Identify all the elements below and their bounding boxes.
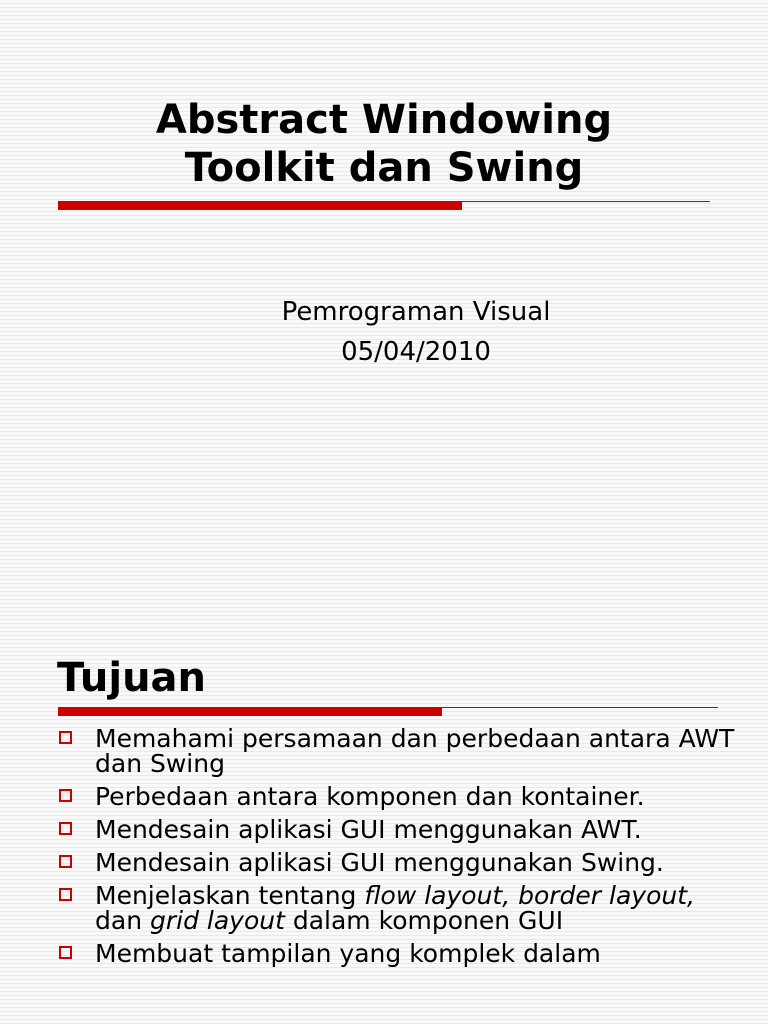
square-outline-bullet-icon — [59, 731, 72, 744]
heading-underline-thick — [58, 708, 442, 716]
list-item-text: Perbedaan antara komponen dan kontainer. — [95, 782, 645, 811]
list-item-text-italic: flow layout, border layout, — [364, 881, 695, 910]
list-item-text: Mendesain aplikasi GUI menggunakan AWT. — [95, 815, 642, 844]
list-item-text-italic: grid layout — [149, 906, 285, 935]
list-item — [57, 941, 737, 966]
list-item-text: Mendesain aplikasi GUI menggunakan Swing. — [95, 848, 664, 877]
slide-title — [0, 96, 768, 192]
list-item-text: Membuat tampilan yang komplek dalam — [95, 939, 601, 968]
slide-heading: Tujuan — [57, 655, 207, 701]
title-underline-thick — [58, 202, 462, 210]
list-item — [57, 726, 737, 776]
list-item-text-part: Menjelaskan tentang — [95, 881, 365, 910]
square-outline-bullet-icon — [59, 822, 72, 835]
date-text: 05/04/2010 — [341, 337, 491, 367]
list-item-text-part: dalam komponen GUI — [284, 906, 564, 935]
list-item — [57, 883, 737, 933]
course-name: Pemrograman Visual — [281, 297, 551, 327]
title-underline-thin — [58, 201, 710, 202]
heading-underline-thin — [58, 707, 718, 708]
list-item — [57, 817, 737, 842]
title-line-1: Abstract Windowing — [155, 97, 613, 143]
square-outline-bullet-icon — [59, 789, 72, 802]
list-item — [57, 784, 737, 809]
title-line-2: Toolkit dan Swing — [184, 145, 584, 191]
list-item-text-part: dan — [95, 906, 150, 935]
objectives-list — [57, 726, 737, 974]
objectives-slide — [0, 632, 768, 1024]
slide-subtitle — [0, 292, 768, 372]
square-outline-bullet-icon — [59, 888, 72, 901]
list-item-text: Memahami persamaan dan perbedaan antara AWT dan Swing — [95, 724, 735, 778]
square-outline-bullet-icon — [59, 946, 72, 959]
square-outline-bullet-icon — [59, 855, 72, 868]
list-item — [57, 850, 737, 875]
